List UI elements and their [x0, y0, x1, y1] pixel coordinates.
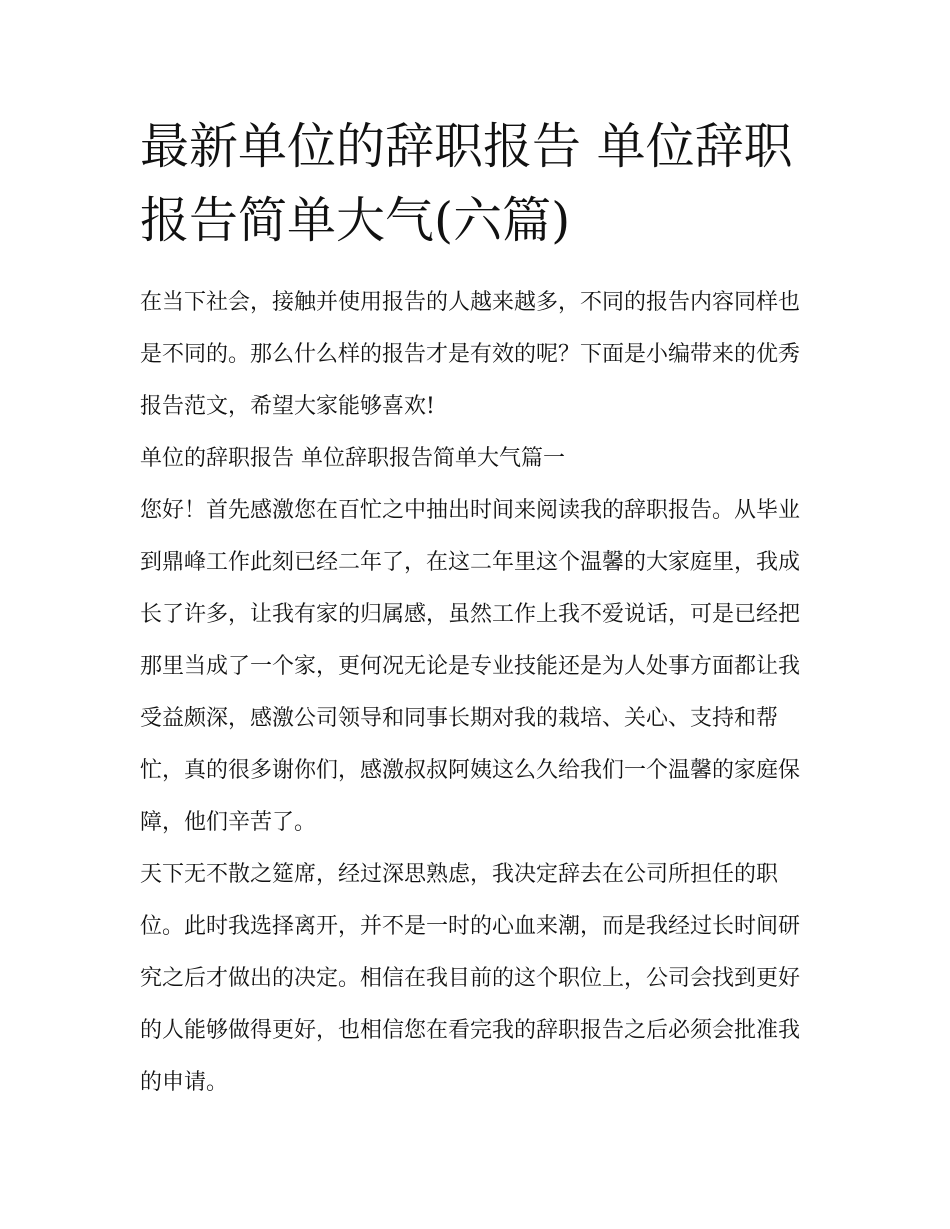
document-title: 最新单位的辞职报告 单位辞职报告简单大气(六篇): [140, 118, 793, 249]
intro-paragraph: 在当下社会，接触并使用报告的人越来越多，不同的报告内容同样也是不同的。那么什么样的报告才是有效的呢？下面是小编带来的优秀报告范文，希望大家能够喜欢!: [140, 290, 801, 419]
body-paragraph: 您好！首先感激您在百忙之中抽出时间来阅读我的辞职报告。从毕业到鼎峰工作此刻已经二年了，在这二年里这个温馨的大家庭里，我成长了许多，让我有家的归属感，虽然工作上我不爱说话，可是已经把那里当成了一个家，更何况无论是专业技能还是为人处事方面都让我受益颇深，感激公司领导和同事长期对我的栽培、关心、支持和帮忙，真的很多谢你们，感激叔叔阿姨这么久给我们一个温馨的家庭保障，他们辛苦了。: [140, 498, 801, 835]
body-paragraph: 天下无不散之筵席，经过深思熟虑，我决定辞去在公司所担任的职位。此时我选择离开，并不是一时的心血来潮，而是我经过长时间研究之后才做出的决定。相信在我目前的这个职位上，公司会找到更好的人能够做得更好，也相信您在看完我的辞职报告之后必须会批准我的申请。: [140, 862, 801, 1095]
document-body: [140, 277, 814, 1109]
section-heading: 单位的辞职报告 单位辞职报告简单大气篇一: [140, 446, 565, 471]
